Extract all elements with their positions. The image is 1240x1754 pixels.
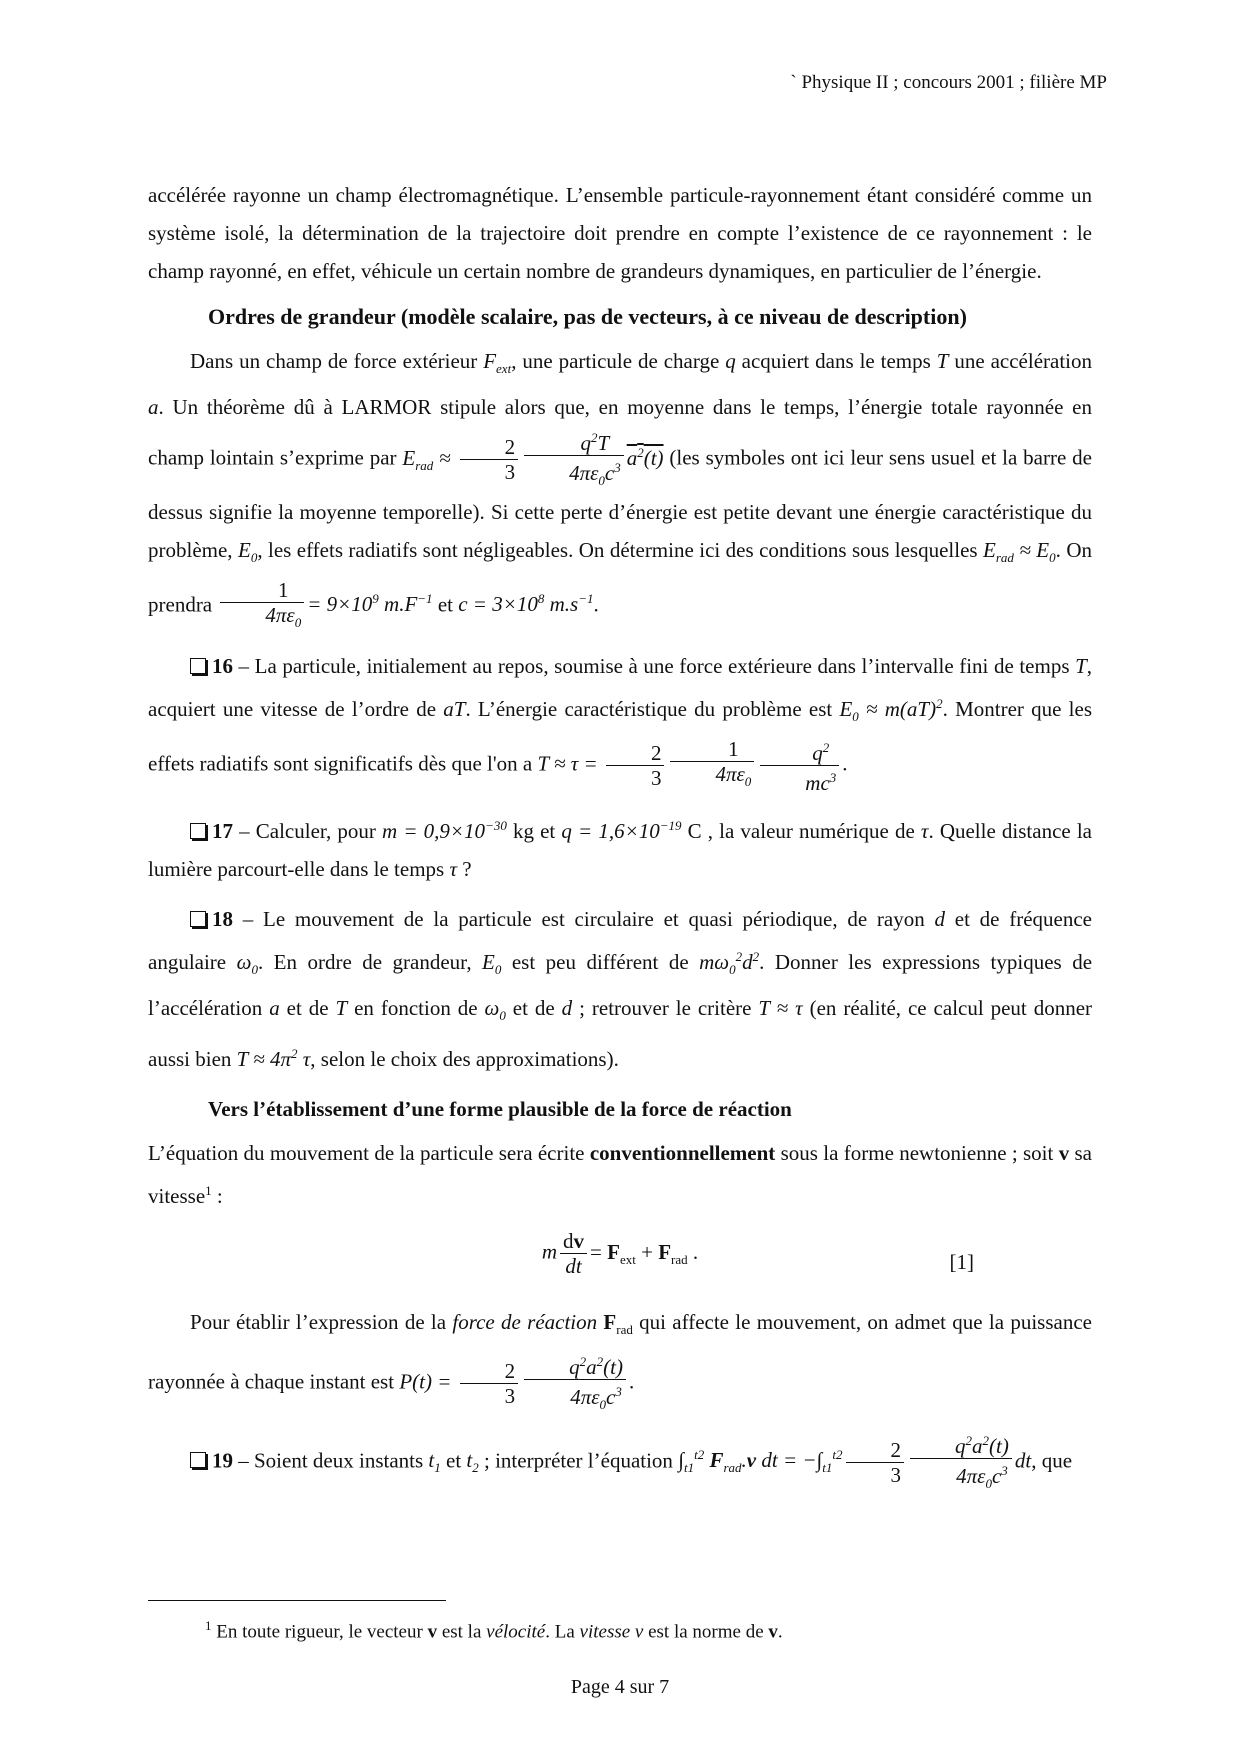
larmor-paragraph: Dans un champ de force extérieur $F_{ext}$, une particule de charge q acquiert dans le temps T une accélération a. Un théorème dû à LARMOR stipule alors que, en moyenne dans le temps, l’énergie totale rayonnée en champ lointain s’exprime par $E_{rad}$ ≈ $\frac{2}{3}$ $\frac{q^2T}{4\pi\varepsilon_0c^3}$ $a^2(t)$ (les symboles ont ici leur sens usuel et la barre de dessus signifie la moyenne temporelle). Si cette perte d’énergie est petite devant une énergie caractéristique du problème, $E_0$, les effets radiatifs sont négligeables. On détermine ici des conditions sous lesquelles $E_{rad} \approx E_0$. On prendra $\frac{1}{4\pi\varepsilon_0}$ = $9\times 10^9$ $m.F^{-1}$ et $c = 3\times 10^8$ $m.s^{-1}$.: [148, 349, 1092, 630]
question-19: 19 – Soient deux instants $t_1$ et $t_2$ ; interpréter l’équation $\int_{t1}^{t2}$ $F_{rad}.v$ dt = $-\int_{t1}^{t2}$ $\frac{2}{3}$ $\frac{q^2a^2(t)}{4\pi\varepsilon_0c^3}$ dt, que: [148, 1429, 1092, 1496]
question-16: 16 – La particule, initialement au repos, soumise à une force extérieure dans l’intervalle fini de temps T, acquiert une vitesse de l’ordre de aT. L’énergie caractéristique du problème est $E_0 \approx m(aT)^2$. Montrer que les effets radiatifs sont significatifs dès que l'on a T ≈ τ = $\frac{2}{3}$ $\frac{1}{4\pi\varepsilon_0}$ $\frac{q^2}{mc^3}$ .: [148, 653, 1093, 795]
footnote-ref: 1: [205, 1183, 212, 1199]
power-paragraph: Pour établir l’expression de la force de réaction $F_{rad}$ qui affecte le mouvement, on admet que la puissance rayonnée à chaque instant est P(t) = $\frac{2}{3}$ $\frac{q^2a^2(t)}{4\pi\varepsilon_0c^3}$ .: [148, 1310, 1092, 1412]
page-content: [148, 176, 1092, 1496]
question-18: 18 – Le mouvement de la particule est circulaire et quasi périodique, de rayon d et de fréquence angulaire $\omega_0$. En ordre de grandeur, $E_0$ est peu différent de $m\omega_0^2d^2$. Donner les expressions typiques de l’accélération a et de T en fonction de $\omega_0$ et de d ; retrouver le critère T ≈ τ (en réalité, ce calcul peut donner aussi bien $T \approx 4\pi^2$ τ, selon le choix des approximations).: [148, 906, 1093, 1072]
checkbox-icon: [190, 658, 206, 674]
checkbox-icon: [190, 911, 206, 927]
page-header: ` Physique II ; concours 2001 ; filière MP: [790, 72, 1107, 93]
checkbox-icon: [190, 1452, 206, 1468]
section-title-ordres: Ordres de grandeur (modèle scalaire, pas de vecteurs, à ce niveau de description): [208, 304, 967, 329]
section-title-force: Vers l’établissement d’une forme plausible de la force de réaction: [208, 1097, 792, 1122]
equation-label: [1]: [949, 1250, 974, 1275]
question-17: 17 – Calculer, pour $m = 0,9\times 10^{-30}$ kg et $q = 1,6\times 10^{-19}$ C , la valeur numérique de τ. Quelle distance la lumière parcourt-elle dans le temps τ ?: [148, 817, 1092, 881]
intro-paragraph: accélérée rayonne un champ électromagnétique. L’ensemble particule-rayonnement étant considéré comme un système isolé, la détermination de la trajectoire doit prendre en compte l’existence de ce rayonnement : le champ rayonné, en effet, véhicule un certain nombre de grandeurs dynamiques, en particulier de l’énergie.: [148, 183, 1092, 283]
footnote-divider: [148, 1600, 446, 1601]
checkbox-icon: [190, 823, 206, 839]
equation-1: m $\frac{dv}{dt}$ = $F_{ext} + F_{rad}$ . [1]: [148, 1229, 1092, 1285]
motion-paragraph: L’équation du mouvement de la particule sera écrite conventionnellement sous la forme newtonienne ; soit v sa vitesse$^1$ :: [148, 1141, 1093, 1209]
page-number: Page 4 sur 7: [570, 1676, 670, 1698]
footnote: $^1$ En toute rigueur, le vecteur v est la vélocité. La vitesse v est la norme de v.: [205, 1618, 783, 1643]
